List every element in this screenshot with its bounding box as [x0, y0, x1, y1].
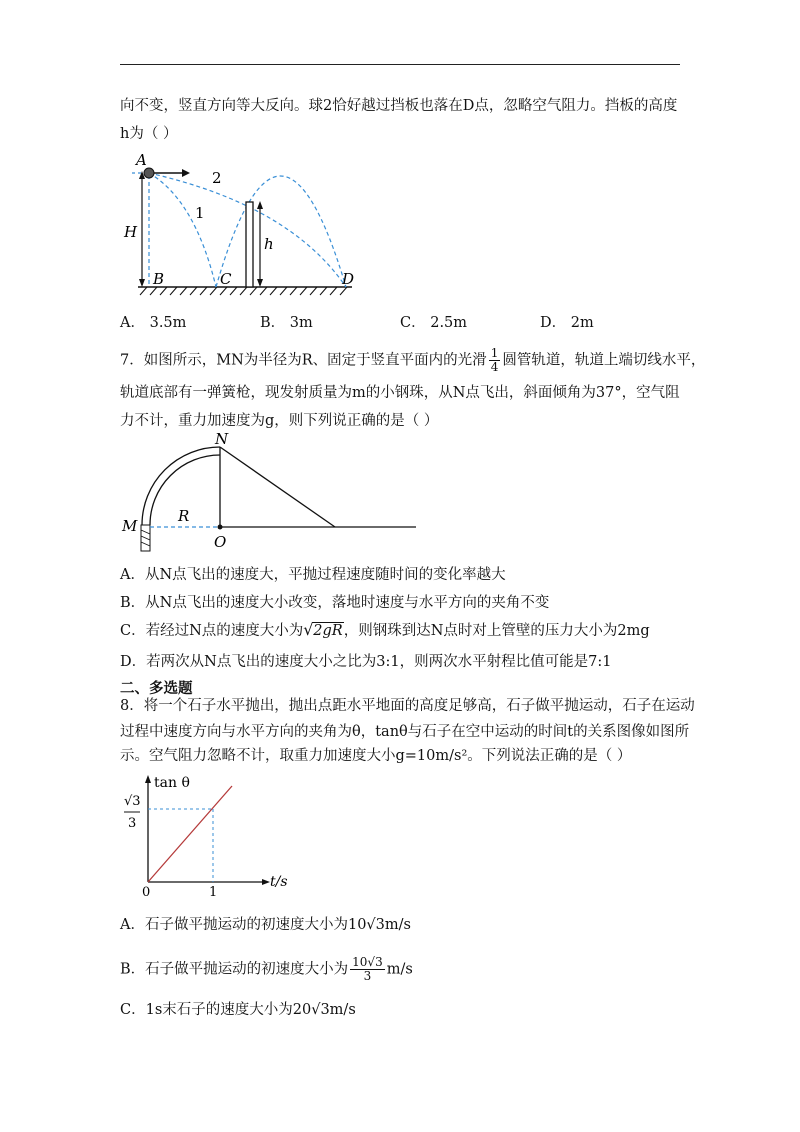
label-H: H — [124, 223, 138, 241]
q6-option-a[interactable]: A． 3.5m — [120, 315, 187, 331]
q7-text-line2: 轨道底部有一弹簧枪，现发射质量为m的小钢珠，从N点飞出，斜面倾角为37°，空气阻 — [120, 385, 680, 401]
y-tick-denominator: 3 — [128, 816, 137, 831]
label-ball-1: 1 — [195, 204, 205, 222]
q7-text-line1: 7．如图所示，MN为半径为R、固定于竖直平面内的光滑 $\frac{1}{4}$ 圆管轨道，轨道上端切线水平， — [120, 346, 706, 374]
label-D: D — [342, 270, 355, 288]
q6-text-line2: h为（ ） — [120, 126, 178, 142]
q8-text-line1: 8．将一个石子水平抛出，抛出点距水平地面的高度足够高，石子做平抛运动，石子在运动 — [120, 698, 695, 714]
label-C: C — [220, 270, 232, 288]
q8-option-b[interactable]: B．石子做平抛运动的初速度大小为 $\frac{10√3}{3}$ m/s — [120, 955, 413, 983]
y-tick-numerator: √3 — [124, 794, 141, 809]
label-B: B — [153, 270, 165, 288]
section-title: 二、多选题 — [120, 681, 193, 697]
x-axis-label: t/s — [270, 874, 288, 890]
q7-option-a[interactable]: A．从N点飞出的速度大，平抛过程速度随时间的变化率越大 — [120, 567, 506, 583]
baffle-board — [246, 202, 253, 287]
center-point — [218, 525, 223, 530]
q7-option-b[interactable]: B．从N点飞出的速度大小改变，落地时速度与水平方向的夹角不变 — [120, 595, 550, 611]
y-axis-label: tan θ — [154, 775, 190, 791]
label-ball-2: 2 — [212, 169, 222, 187]
q6-option-c[interactable]: C． 2.5m — [400, 315, 468, 331]
x-tick-1: 1 — [209, 885, 218, 897]
q8-text-line2: 过程中速度方向与水平方向的夹角为θ，tanθ与石子在空中运动的时间t的关系图像如图所 — [120, 724, 690, 740]
q6-figure — [120, 145, 370, 300]
q7-text-line3: 力不计，重力加速度为g，则下列说正确的是（ ） — [120, 413, 439, 429]
q8-option-a[interactable]: A．石子做平抛运动的初速度大小为10√3m/s — [120, 917, 411, 933]
q7-figure — [120, 432, 420, 557]
q6-text-line1: 向不变，竖直方向等大反向。球2恰好越过挡板也落在D点，忽略空气阻力。挡板的高度 — [120, 98, 678, 114]
incline — [220, 447, 335, 527]
q8-option-c[interactable]: C．1s末石子的速度大小为20√3m/s — [120, 1002, 356, 1018]
trajectory-bounce — [216, 176, 346, 287]
label-h: h — [264, 235, 274, 253]
label-A: A — [136, 151, 147, 169]
label-O: O — [214, 533, 227, 551]
tan-theta-line — [148, 786, 232, 882]
q7-option-d[interactable]: D．若两次从N点飞出的速度大小之比为3:1，则两次水平射程比值可能是7:1 — [120, 654, 612, 670]
q7-fraction: $\frac{1}{4}$ — [490, 346, 499, 374]
ground-hatch — [140, 287, 347, 295]
origin-label: 0 — [142, 885, 151, 897]
q8-graph — [120, 772, 300, 897]
label-M: M — [122, 517, 138, 535]
header-rule — [120, 64, 680, 65]
sqrt-expression: √ 2gR — [303, 620, 343, 639]
q7-option-c[interactable]: C．若经过N点的速度大小为 √ 2gR，则钢珠到达N点时对上管壁的压力大小为2mg — [120, 620, 650, 639]
label-R: R — [178, 507, 190, 525]
ball — [144, 168, 154, 178]
label-N: N — [215, 432, 229, 448]
q6-option-d[interactable]: D． 2m — [540, 315, 594, 331]
q6-option-b[interactable]: B． 3m — [260, 315, 313, 331]
q8-text-line3: 示。空气阻力忽略不计，取重力加速度大小g=10m/s²。下列说法正确的是（ ） — [120, 748, 632, 764]
q8-b-fraction: $\frac{10√3}{3}$ — [352, 955, 383, 983]
